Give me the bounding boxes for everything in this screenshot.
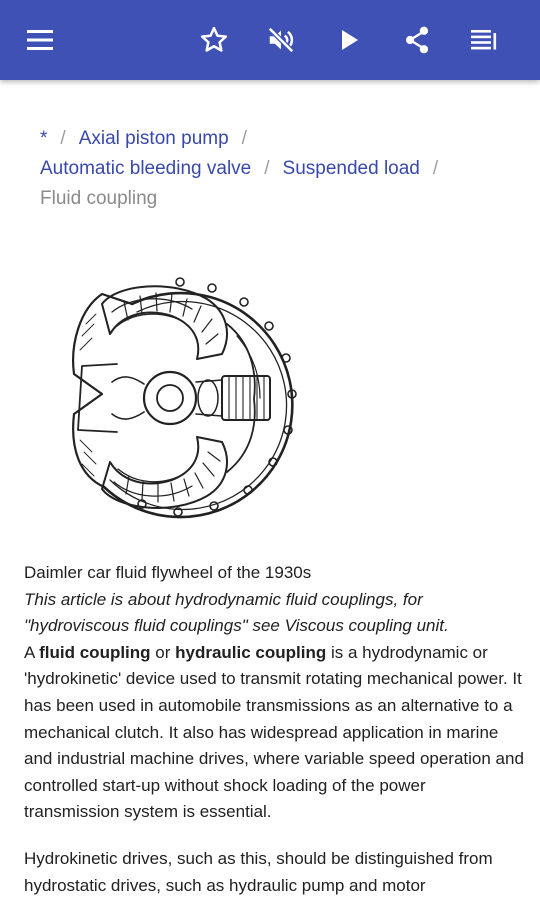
article-paragraph-1 <box>24 640 524 826</box>
hatnote: This article is about hydrodynamic fluid couplings, for "hydroviscous fluid couplings" see Viscous coupling unit. <box>24 589 449 636</box>
star-outline-icon <box>199 25 229 55</box>
breadcrumb-separator: / <box>60 128 66 149</box>
breadcrumb-separator: / <box>264 158 270 179</box>
app-bar <box>0 0 540 80</box>
image-caption: Daimler car fluid flywheel of the 1930s <box>24 563 312 582</box>
article-paragraph-2: Hydrokinetic drives, such as this, should be distinguished from hydrostatic drives, such as hydraulic pump and motor <box>24 848 493 895</box>
breadcrumb-separator: / <box>241 128 247 149</box>
breadcrumb-current: Fluid coupling <box>40 188 158 209</box>
menu-button[interactable] <box>16 0 64 80</box>
term-hydraulic-coupling: hydraulic coupling <box>175 642 327 662</box>
share-button[interactable] <box>393 0 441 80</box>
fluid-flywheel-drawing <box>62 264 302 534</box>
breadcrumb-separator: / <box>432 158 439 179</box>
breadcrumb <box>40 124 510 214</box>
playlist-icon <box>470 29 498 51</box>
article-content <box>24 560 524 899</box>
breadcrumb-link-axial-piston-pump[interactable]: Axial piston pump <box>78 128 229 149</box>
breadcrumb-link-home[interactable]: * <box>40 128 48 149</box>
breadcrumb-link-suspended-load[interactable]: Suspended load <box>282 158 420 179</box>
favorite-button[interactable] <box>190 0 238 80</box>
breadcrumb-link-automatic-bleeding-valve[interactable]: Automatic bleeding valve <box>40 158 252 179</box>
mute-button[interactable] <box>257 0 305 80</box>
paragraph-text: or <box>150 642 176 662</box>
play-icon <box>339 28 361 52</box>
menu-icon <box>26 29 54 51</box>
play-button[interactable] <box>326 0 374 80</box>
article-image[interactable] <box>62 264 302 534</box>
volume-off-icon <box>266 25 296 55</box>
paragraph-text: A <box>24 642 40 662</box>
share-icon <box>403 25 431 55</box>
term-fluid-coupling: fluid coupling <box>39 642 151 662</box>
paragraph-text: is a hydrodynamic or 'hydrokinetic' device used to transmit rotating mechanical power. It has been used in automobile transmissions as an alternative to a mechanical clutch. It also has widespread application in marine and industrial machine drives, where variable speed operation and controlled start-up without shock loading of the power transmission system is essential. <box>24 642 524 822</box>
playlist-button[interactable] <box>460 0 508 80</box>
